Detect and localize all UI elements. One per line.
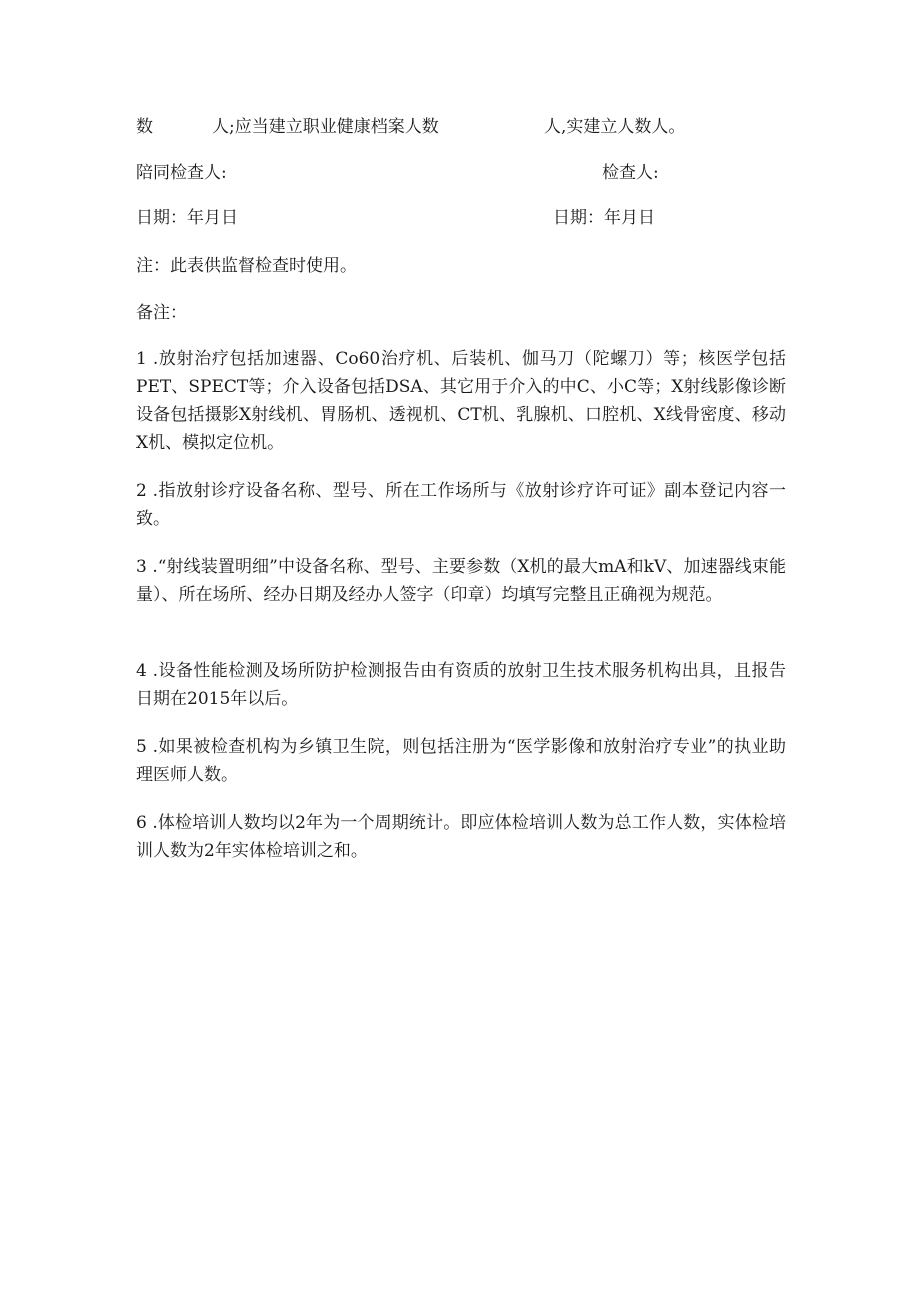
- remark-item-4: 4 .设备性能检测及场所防护检测报告由有资质的放射卫生技术服务机构出具，且报告日期在2015年以后。: [136, 661, 786, 709]
- accompany-inspector-label: 陪同检查人:: [136, 163, 227, 183]
- remarks-heading: 备注：: [136, 303, 187, 323]
- form-tail-count-label: 数: [136, 117, 153, 137]
- remark-item-1: 1 .放射治疗包括加速器、Co60治疗机、后装机、伽马刀（陀螺刀）等；核医学包括PET、SPECT等；介入设备包括DSA、其它用于介入的中C、小C等；X射线影像诊断设备包括摄影X射线机、胃肠机、透视机、CT机、乳腺机、口腔机、X线骨密度、移动X机、模拟定位机。: [136, 349, 786, 453]
- form-tail-archive-label: 人;应当建立职业健康档案人数: [212, 117, 439, 137]
- date-left-label: 日期：年月日: [136, 208, 238, 228]
- remark-item-2: 2 .指放射诊疗设备名称、型号、所在工作场所与《放射诊疗许可证》副本登记内容一致。: [136, 481, 786, 529]
- inspector-label: 检查人:: [602, 163, 659, 183]
- usage-note: 注：此表供监督检查时使用。: [136, 256, 357, 276]
- remark-item-5: 5 .如果被检查机构为乡镇卫生院，则包括注册为“医学影像和放射治疗专业”的执业助理医师人数。: [136, 737, 786, 785]
- remark-item-6: 6 .体检培训人数均以2年为一个周期统计。即应体检培训人数为总工作人数，实体检培训人数为2年实体检培训之和。: [136, 813, 786, 861]
- form-tail-established-label: 人,实建立人数人。: [544, 117, 686, 137]
- remark-item-3: 3 .“射线装置明细”中设备名称、型号、主要参数（X机的最大mA和kV、加速器线束能量）、所在场所、经办日期及经办人签字（印章）均填写完整且正确视为规范。: [136, 557, 786, 605]
- date-right-label: 日期：年月日: [553, 208, 655, 228]
